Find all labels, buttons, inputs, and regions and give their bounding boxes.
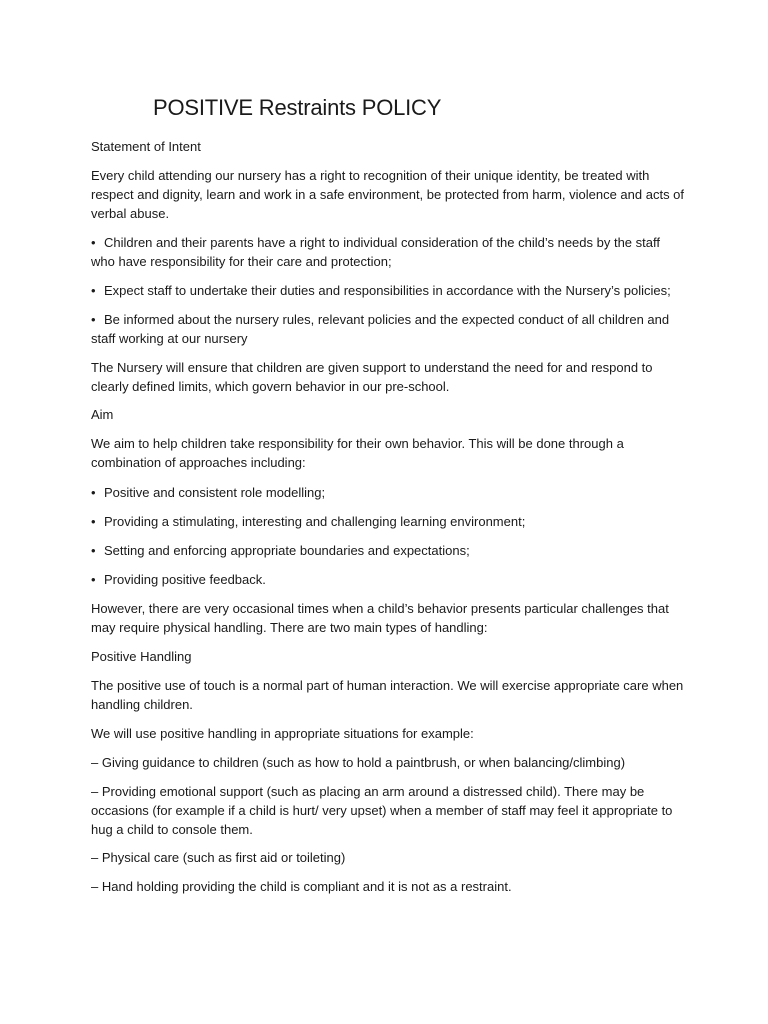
statement-intro-paragraph: Every child attending our nursery has a right to recognition of their unique identity, be treated with respect and dignity, learn and work in a safe environment, be protected from harm, violence and acts of verbal abuse. — [91, 168, 685, 221]
aim-bullet-item: • Setting and enforcing appropriate boundaries and expectations; — [91, 541, 691, 560]
statement-closing-paragraph: The Nursery will ensure that children are given support to understand the need for and respond to clearly defined limits, which govern behavior in our pre-school. — [91, 360, 653, 394]
handling-example-item: – Physical care (such as first aid or toileting) — [91, 850, 346, 865]
handling-example-item: – Hand holding providing the child is compliant and it is not as a restraint. — [91, 879, 512, 894]
document-title: POSITIVE Restraints POLICY — [153, 95, 442, 120]
aim-heading: Aim — [91, 407, 114, 422]
statement-bullet-item: • Be informed about the nursery rules, relevant policies and the expected conduct of all children and staff working at our nursery — [91, 310, 691, 348]
aim-bullet-item: • Providing a stimulating, interesting and challenging learning environment; — [91, 512, 691, 531]
aim-bullet-item: • Providing positive feedback. — [91, 570, 691, 589]
statement-bullet-item: • Children and their parents have a right to individual consideration of the child’s needs by the staff who have responsibility for their care and protection; — [91, 233, 691, 271]
positive-handling-heading: Positive Handling — [91, 649, 192, 664]
aim-intro-paragraph: We aim to help children take responsibility for their own behavior. This will be done through a combination of approaches including: — [91, 436, 624, 470]
handling-intro-paragraph: The positive use of touch is a normal part of human interaction. We will exercise appropriate care when handling children. — [91, 678, 684, 712]
handling-example-item: – Providing emotional support (such as placing an arm around a distressed child). There may be occasions (for example if a child is hurt/ very upset) when a member of staff may feel it appropriate to hug a child to console them. — [91, 784, 673, 837]
statement-heading: Statement of Intent — [91, 139, 201, 154]
statement-bullet-item: • Expect staff to undertake their duties and responsibilities in accordance with the Nursery’s policies; — [91, 281, 691, 300]
handling-example-item: – Giving guidance to children (such as how to hold a paintbrush, or when balancing/climbing) — [91, 755, 626, 770]
aim-bullet-item: • Positive and consistent role modelling; — [91, 483, 691, 502]
aim-closing-paragraph: However, there are very occasional times when a child’s behavior presents particular challenges that may require physical handling. There are two main types of handling: — [91, 601, 669, 635]
handling-lead-paragraph: We will use positive handling in appropriate situations for example: — [91, 726, 474, 741]
